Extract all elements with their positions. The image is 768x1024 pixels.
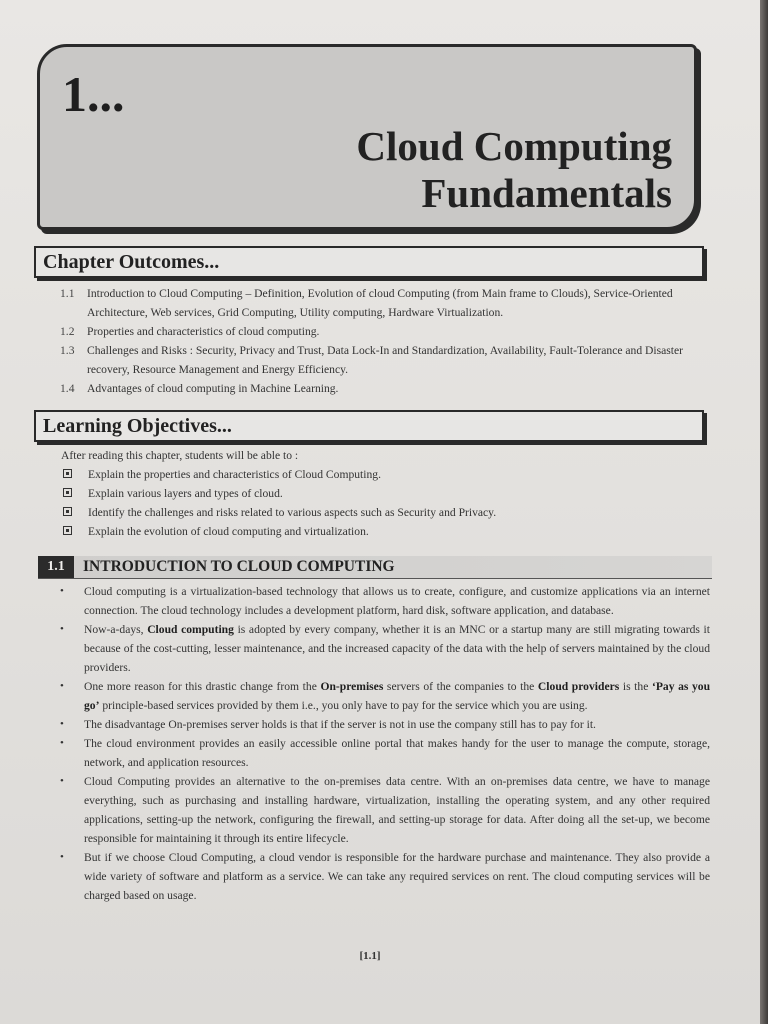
bullet-item [58, 620, 710, 677]
bullet-dot-icon: • [60, 775, 64, 787]
bullet-item [58, 734, 710, 772]
bullet-item [58, 582, 710, 620]
outcome-text: Introduction to Cloud Computing – Definition, Evolution of cloud Computing (from Main frame to Clouds), Service-Oriented Architecture, Web services, Grid Computing, Utility computing, Hardware Virtualization. [87, 287, 673, 319]
text-run: Now-a-days, [84, 623, 148, 636]
checkbox-bullet-icon [63, 488, 72, 497]
bullet-dot-icon: • [60, 680, 64, 692]
bullet-dot-icon: • [60, 737, 64, 749]
objective-text: Explain the properties and characteristics of Cloud Computing. [88, 468, 381, 481]
page-number: [1.1] [359, 950, 381, 962]
learning-objectives-heading: Learning Objectives... [43, 415, 232, 437]
objective-item [61, 522, 701, 541]
checkbox-bullet-icon [63, 526, 72, 535]
chapter-title [356, 123, 672, 217]
bullet-dot-icon: • [60, 851, 64, 863]
learning-objectives-list [61, 446, 701, 541]
learning-objectives-banner [34, 410, 704, 442]
outcome-number: 1.1 [60, 287, 75, 300]
bullet-text [84, 620, 710, 677]
text-run: is adopted by every company, whether it is an MNC or a startup many are still migrating towards it because of the cost-cutting, lesser maintenance, and the increased capacity of the data with the help of servers maintained by the cloud providers. [84, 623, 710, 674]
outcome-number: 1.3 [60, 344, 75, 357]
bullet-item [58, 715, 710, 734]
chapter-number: 1... [62, 66, 125, 122]
bullet-item [58, 848, 710, 905]
bullet-item [58, 772, 710, 848]
outcome-text: Advantages of cloud computing in Machine Learning. [87, 382, 339, 395]
outcome-item [60, 322, 710, 341]
section-bullet-list [58, 582, 710, 905]
outcome-item [60, 284, 710, 322]
bullet-text [84, 677, 710, 715]
bullet-dot-icon: • [60, 623, 64, 635]
bold-term: Cloud providers [537, 680, 620, 693]
outcome-item [60, 341, 710, 379]
bullet-dot-icon: • [60, 585, 64, 597]
bullet-text [84, 582, 710, 620]
objective-item [61, 503, 701, 522]
chapter-outcomes-banner [34, 246, 704, 278]
section-title: INTRODUCTION TO CLOUD COMPUTING [83, 558, 395, 575]
chapter-outcomes-list [60, 284, 710, 398]
section-number: 1.1 [38, 556, 74, 578]
text-run: One more reason for this drastic change from the [84, 680, 321, 693]
outcome-text: Properties and characteristics of cloud computing. [87, 325, 320, 338]
text-run: servers of the companies to the [383, 680, 538, 693]
bullet-item [58, 677, 710, 715]
objective-text: Explain various layers and types of cloud. [88, 487, 283, 500]
bullet-text [84, 772, 710, 848]
bold-term: On-premises [320, 680, 384, 693]
text-run: Cloud Computing provides an alternative to the on-premises data centre. With an on-premises data centre, we have to manage everything, such as purchasing and installing hardware, virtualization, installing the operating system, and any other required applications, setting-up the network, configuring the firewall, and setting-up storage for data. After doing all the set-up, we become responsible for maintaining it through its entire lifecycle. [84, 775, 710, 845]
outcome-item [60, 379, 710, 398]
checkbox-bullet-icon [63, 469, 72, 478]
bullet-text [84, 715, 710, 734]
objectives-intro: After reading this chapter, students will be able to : [61, 449, 299, 462]
page-edge [760, 0, 768, 1024]
objective-text: Identify the challenges and risks related to various aspects such as Security and Privacy. [88, 506, 497, 519]
bullet-text [84, 848, 710, 905]
text-run: is the [619, 680, 652, 693]
objective-text: Explain the evolution of cloud computing and virtualization. [88, 525, 369, 538]
chapter-title-line-2: Fundamentals [421, 170, 672, 216]
outcome-number: 1.4 [60, 382, 75, 395]
text-run: principle-based services provided by them i.e., you only have to pay for the service which you are using. [99, 699, 588, 712]
text-run: Cloud computing is a virtualization-based technology that allows us to create, configure, and customize applications via an internet connection. The cloud technology includes a development platform, hard disk, software application, and database. [84, 585, 710, 617]
bullet-text [84, 734, 710, 772]
text-run: The disadvantage On-premises server holds is that if the server is not in use the company still has to pay for it. [84, 718, 596, 731]
objective-item [61, 465, 701, 484]
section-heading [38, 556, 712, 579]
text-run: But if we choose Cloud Computing, a cloud vendor is responsible for the hardware purchase and maintenance. They also provide a wide variety of software and platform as a service. We can take any required services on rent. The cloud computing services will be charged based on usage. [84, 851, 710, 902]
outcome-text: Challenges and Risks : Security, Privacy and Trust, Data Lock-In and Standardization, Availability, Fault-Tolerance and Disaster recovery, Resource Management and Energy Efficiency. [87, 344, 684, 376]
bold-term: Cloud computing [147, 623, 234, 636]
objective-item [61, 484, 701, 503]
chapter-title-line-1: Cloud Computing [356, 123, 672, 169]
chapter-outcomes-heading: Chapter Outcomes... [43, 251, 220, 273]
outcome-number: 1.2 [60, 325, 75, 338]
text-run: The cloud environment provides an easily accessible online portal that makes handy for the user to manage the compute, storage, network, and application resources. [84, 737, 710, 769]
bullet-dot-icon: • [60, 718, 64, 730]
checkbox-bullet-icon [63, 507, 72, 516]
bold-term: ‘Pay as you go’ [84, 680, 711, 712]
chapter-title-box [37, 44, 697, 230]
